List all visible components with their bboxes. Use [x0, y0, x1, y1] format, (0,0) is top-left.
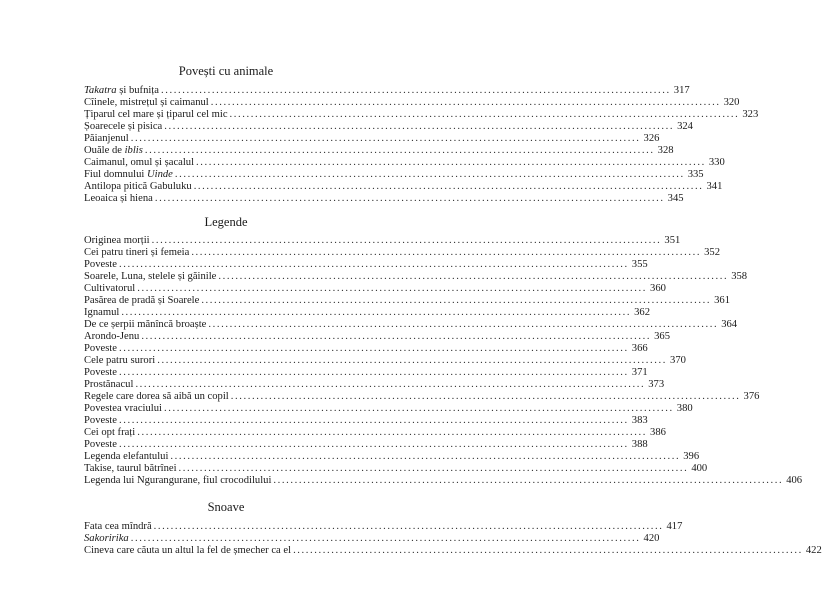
- entry-title: Legenda elefantului: [84, 451, 169, 462]
- entry-page-number: 360: [650, 283, 666, 294]
- entry-title: De ce șerpii mănîncă broaște: [84, 319, 207, 330]
- entry-title: Arondo-Jenu: [84, 331, 140, 342]
- entry-page-number: 422: [805, 545, 822, 556]
- entry-title-italic: Sakoririka: [84, 533, 129, 544]
- entry-page-number: 330: [708, 157, 725, 168]
- entry-page-number: 323: [742, 109, 759, 120]
- entry-title: Poveste: [84, 259, 117, 270]
- toc-entry[interactable]: [84, 85, 690, 97]
- entry-title: Poveste: [84, 367, 117, 378]
- toc-entry[interactable]: [84, 415, 648, 427]
- entry-page-number: 365: [654, 331, 671, 342]
- dot-leader: ........................................................................................................................: [208, 319, 719, 330]
- dot-leader: ........................................................................................................................: [178, 463, 689, 474]
- dot-leader: ........................................................................................................................: [174, 169, 685, 180]
- dot-leader: ........................................................................................................................: [293, 545, 803, 556]
- dot-leader: ........................................................................................................................: [118, 415, 629, 426]
- section-title-animal-tales: Povești cu animale: [178, 64, 274, 78]
- entry-title: Regele care dorea să aibă un copil: [84, 391, 229, 402]
- entry-title: Șoarecele și pisica: [84, 121, 163, 132]
- toc-entry[interactable]: [84, 271, 748, 283]
- entry-page-number: 400: [691, 463, 708, 474]
- dot-leader: ........................................................................................................................: [273, 475, 784, 486]
- entry-title: Ouăle de: [84, 145, 125, 156]
- dot-leader: ........................................................................................................................: [191, 247, 702, 258]
- entry-title: Leoaica și hiena: [84, 193, 153, 204]
- entry-page-number: 370: [670, 355, 686, 366]
- entry-title: Cîinele, mistrețul și caimanul: [84, 97, 209, 108]
- section-title-anecdotes: Snoave: [207, 500, 245, 514]
- entry-title: Poveste: [84, 415, 117, 426]
- toc-entry[interactable]: [84, 109, 759, 121]
- entry-page-number: 341: [706, 181, 723, 192]
- entry-page-number: 358: [731, 271, 748, 282]
- entry-page-number: 396: [683, 451, 700, 462]
- dot-leader: ........................................................................................................................: [118, 343, 629, 354]
- toc-entry[interactable]: [84, 439, 648, 451]
- entry-page-number: 376: [743, 391, 760, 402]
- entry-title: Originea morții: [84, 235, 150, 246]
- dot-leader: ........................................................................................................................: [154, 193, 665, 204]
- entry-title: Cei opt frați: [84, 427, 136, 438]
- dot-leader: ........................................................................................................................: [130, 533, 641, 544]
- toc-entry[interactable]: [84, 181, 723, 193]
- entry-page-number: 406: [786, 475, 803, 486]
- entry-page-number: 326: [643, 133, 660, 144]
- toc-entry[interactable]: [84, 283, 666, 295]
- entry-title: Păianjenul: [84, 133, 129, 144]
- toc-entry[interactable]: [84, 463, 708, 475]
- entry-title: Pasărea de pradă și Soarele: [84, 295, 200, 306]
- entry-title: Cultivatorul: [84, 283, 136, 294]
- toc-entry[interactable]: [84, 355, 686, 367]
- entry-page-number: 362: [634, 307, 651, 318]
- entry-page-number: 355: [631, 259, 648, 270]
- toc-entry[interactable]: [84, 145, 674, 157]
- entry-page-number: 366: [631, 343, 648, 354]
- dot-leader: ........................................................................................................................: [153, 521, 664, 532]
- dot-leader: ........................................................................................................................: [193, 181, 704, 192]
- entry-page-number: 324: [677, 121, 693, 132]
- entry-title: Legenda lui Ngurangurane, fiul crocodilului: [84, 475, 272, 486]
- entry-page-number: 380: [676, 403, 693, 414]
- toc-entry[interactable]: [84, 521, 683, 533]
- dot-leader: ........................................................................................................................: [130, 133, 641, 144]
- toc-entry[interactable]: [84, 367, 648, 379]
- entry-page-number: 364: [721, 319, 738, 330]
- dot-leader: ........................................................................................................................: [141, 331, 652, 342]
- entry-page-number: 371: [631, 367, 648, 378]
- entry-title: Cele patru surori: [84, 355, 156, 366]
- toc-entry[interactable]: [84, 307, 651, 319]
- entry-title: Takise, taurul bătrînei: [84, 463, 177, 474]
- entry-title-italic: iblis: [124, 145, 143, 156]
- toc-entry[interactable]: [84, 343, 648, 355]
- entry-page-number: 317: [673, 85, 690, 96]
- dot-leader: ........................................................................................................................: [118, 439, 629, 450]
- entry-title-italic: Takatra: [84, 85, 117, 96]
- entry-page-number: 335: [687, 169, 704, 180]
- toc-entry[interactable]: [84, 533, 660, 545]
- toc-entry[interactable]: [84, 391, 760, 403]
- toc-entry[interactable]: [84, 133, 660, 145]
- entry-page-number: 417: [666, 521, 683, 532]
- toc-entry[interactable]: [84, 169, 704, 181]
- entry-title: Poveste: [84, 343, 117, 354]
- dot-leader: ........................................................................................................................: [118, 367, 629, 378]
- dot-leader: ........................................................................................................................: [196, 157, 706, 168]
- entry-title: Ignamul: [84, 307, 120, 318]
- dot-leader: ........................................................................................................................: [210, 97, 721, 108]
- dot-leader: ........................................................................................................................: [170, 451, 681, 462]
- entry-page-number: 361: [714, 295, 731, 306]
- toc-entry[interactable]: [84, 247, 721, 259]
- entry-page-number: 383: [631, 415, 648, 426]
- dot-leader: ........................................................................................................................: [118, 259, 629, 270]
- dot-leader: ........................................................................................................................: [135, 379, 646, 390]
- entry-title: Prostănacul: [84, 379, 134, 390]
- toc-entry[interactable]: [84, 121, 693, 133]
- entry-title: Caimanul, omul și șacalul: [84, 157, 195, 168]
- entry-page-number: 328: [657, 145, 674, 156]
- toc-entry[interactable]: [84, 403, 693, 415]
- entry-title: Povestea vraciului: [84, 403, 162, 414]
- entry-page-number: 320: [723, 97, 740, 108]
- toc-entry[interactable]: [84, 319, 738, 331]
- toc-entry[interactable]: [84, 451, 700, 463]
- dot-leader: ........................................................................................................................: [121, 307, 632, 318]
- toc-entry[interactable]: [84, 295, 731, 307]
- toc-entry[interactable]: [84, 259, 648, 271]
- toc-entry[interactable]: [84, 235, 681, 247]
- entry-title: Țiparul cel mare și țiparul cel mic: [84, 109, 228, 120]
- dot-leader: ........................................................................................................................: [137, 427, 648, 438]
- dot-leader: ........................................................................................................................: [160, 85, 671, 96]
- entry-title: Antilopa pitică Gabuluku: [84, 181, 192, 192]
- entry-page-number: 345: [667, 193, 684, 204]
- dot-leader: ........................................................................................................................: [163, 403, 674, 414]
- entry-title: Fiul domnului: [84, 169, 147, 180]
- dot-leader: ........................................................................................................................: [230, 391, 741, 402]
- entry-page-number: 386: [650, 427, 666, 438]
- entry-title: Cei patru tineri și femeia: [84, 247, 190, 258]
- toc-entry[interactable]: [84, 193, 684, 205]
- entry-title: și bufnița: [116, 85, 159, 96]
- dot-leader: ........................................................................................................................: [151, 235, 662, 246]
- entry-title: Cineva care căuta un altul la fel de șmecher ca el: [84, 545, 292, 556]
- entry-page-number: 351: [664, 235, 681, 246]
- entry-page-number: 373: [648, 379, 665, 390]
- dot-leader: ........................................................................................................................: [157, 355, 668, 366]
- toc-entry[interactable]: [84, 157, 725, 169]
- toc-entry[interactable]: [84, 427, 666, 439]
- dot-leader: ........................................................................................................................: [229, 109, 740, 120]
- toc-entry[interactable]: [84, 545, 822, 557]
- toc-entry[interactable]: [84, 379, 665, 391]
- entry-title: Fata cea mîndră: [84, 521, 152, 532]
- dot-leader: ........................................................................................................................: [201, 295, 712, 306]
- dot-leader: ........................................................................................................................: [164, 121, 675, 132]
- entry-title: Poveste: [84, 439, 117, 450]
- section-title-legends: Legende: [204, 215, 248, 229]
- entry-page-number: 352: [704, 247, 721, 258]
- toc-entry[interactable]: [84, 475, 803, 487]
- entry-page-number: 420: [643, 533, 660, 544]
- entry-title-italic: Uinde: [146, 169, 173, 180]
- toc-entry[interactable]: [84, 331, 671, 343]
- dot-leader: ........................................................................................................................: [137, 283, 648, 294]
- entry-page-number: 388: [631, 439, 648, 450]
- toc-entry[interactable]: [84, 97, 740, 109]
- dot-leader: ........................................................................................................................: [144, 145, 655, 156]
- dot-leader: ........................................................................................................................: [218, 271, 729, 282]
- entry-title: Soarele, Luna, stelele și găinile: [84, 271, 217, 282]
